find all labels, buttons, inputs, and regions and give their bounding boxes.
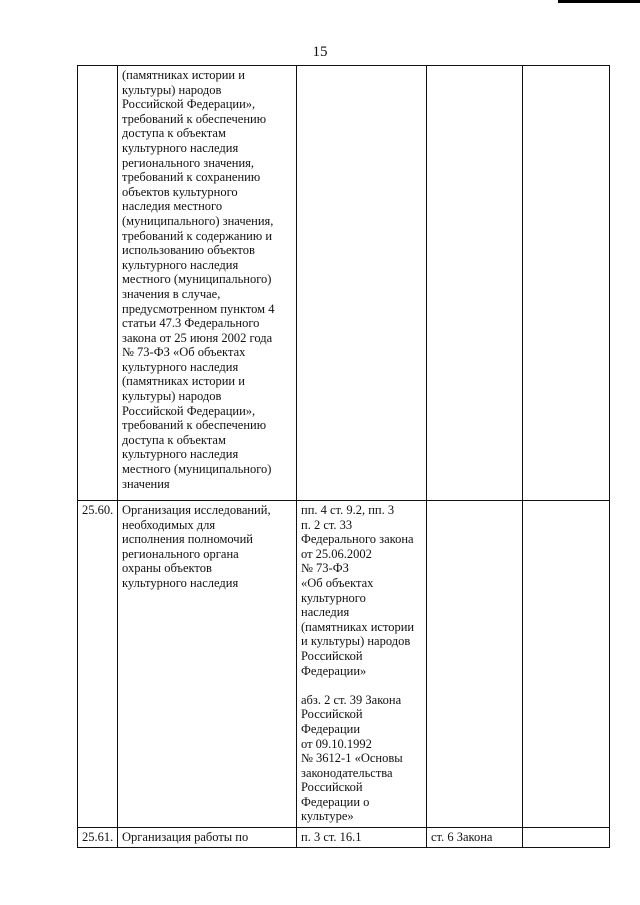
table-row	[78, 501, 610, 828]
column-4-cell	[427, 501, 523, 828]
row-number-cell: 25.61.	[78, 828, 118, 848]
column-4-cell	[427, 66, 523, 501]
table-row	[78, 828, 610, 848]
legal-basis-cell: пп. 4 ст. 9.2, пп. 3 п. 2 ст. 33 Федерального закона от 25.06.2002 № 73-ФЗ «Об объектах культурного наследия (памятниках истории и культуры) народов Российской Федерации» абз. 2 ст. 39 Закона Российской Федерации от 09.10.1992 № 3612-1 «Основы законодательства Российской Федерации о культуре»	[297, 501, 427, 828]
power-title-cell: (памятниках истории и культуры) народов Российской Федерации», требований к обеспечению доступа к объектам культурного наследия регионального значения, требований к сохранению объектов культурного наследия местного (муниципального) значения, требований к содержанию и использованию объектов культурного наследия местного (муниципального) значения в случае, предусмотренном пунктом 4 статьи 47.3 Федерального закона от 25 июня 2002 года № 73-ФЗ «Об объектах культурного наследия (памятниках истории и культуры) народов Российской Федерации», требований к обеспечению доступа к объектам культурного наследия местного (муниципального) значения	[118, 66, 297, 501]
column-5-cell	[523, 501, 610, 828]
top-right-rule	[558, 0, 640, 3]
row-number-cell	[78, 66, 118, 501]
legal-basis-cell: п. 3 ст. 16.1	[297, 828, 427, 848]
column-4-cell: ст. 6 Закона	[427, 828, 523, 848]
page-number: 15	[312, 44, 328, 60]
table-row	[78, 66, 610, 501]
power-title-cell: Организация исследований, необходимых для исполнения полномочий регионального органа охраны объектов культурного наследия	[118, 501, 297, 828]
powers-table	[77, 65, 610, 848]
legal-basis-cell	[297, 66, 427, 501]
column-5-cell	[523, 66, 610, 501]
power-title-cell: Организация работы по	[118, 828, 297, 848]
row-number-cell: 25.60.	[78, 501, 118, 828]
column-5-cell	[523, 828, 610, 848]
